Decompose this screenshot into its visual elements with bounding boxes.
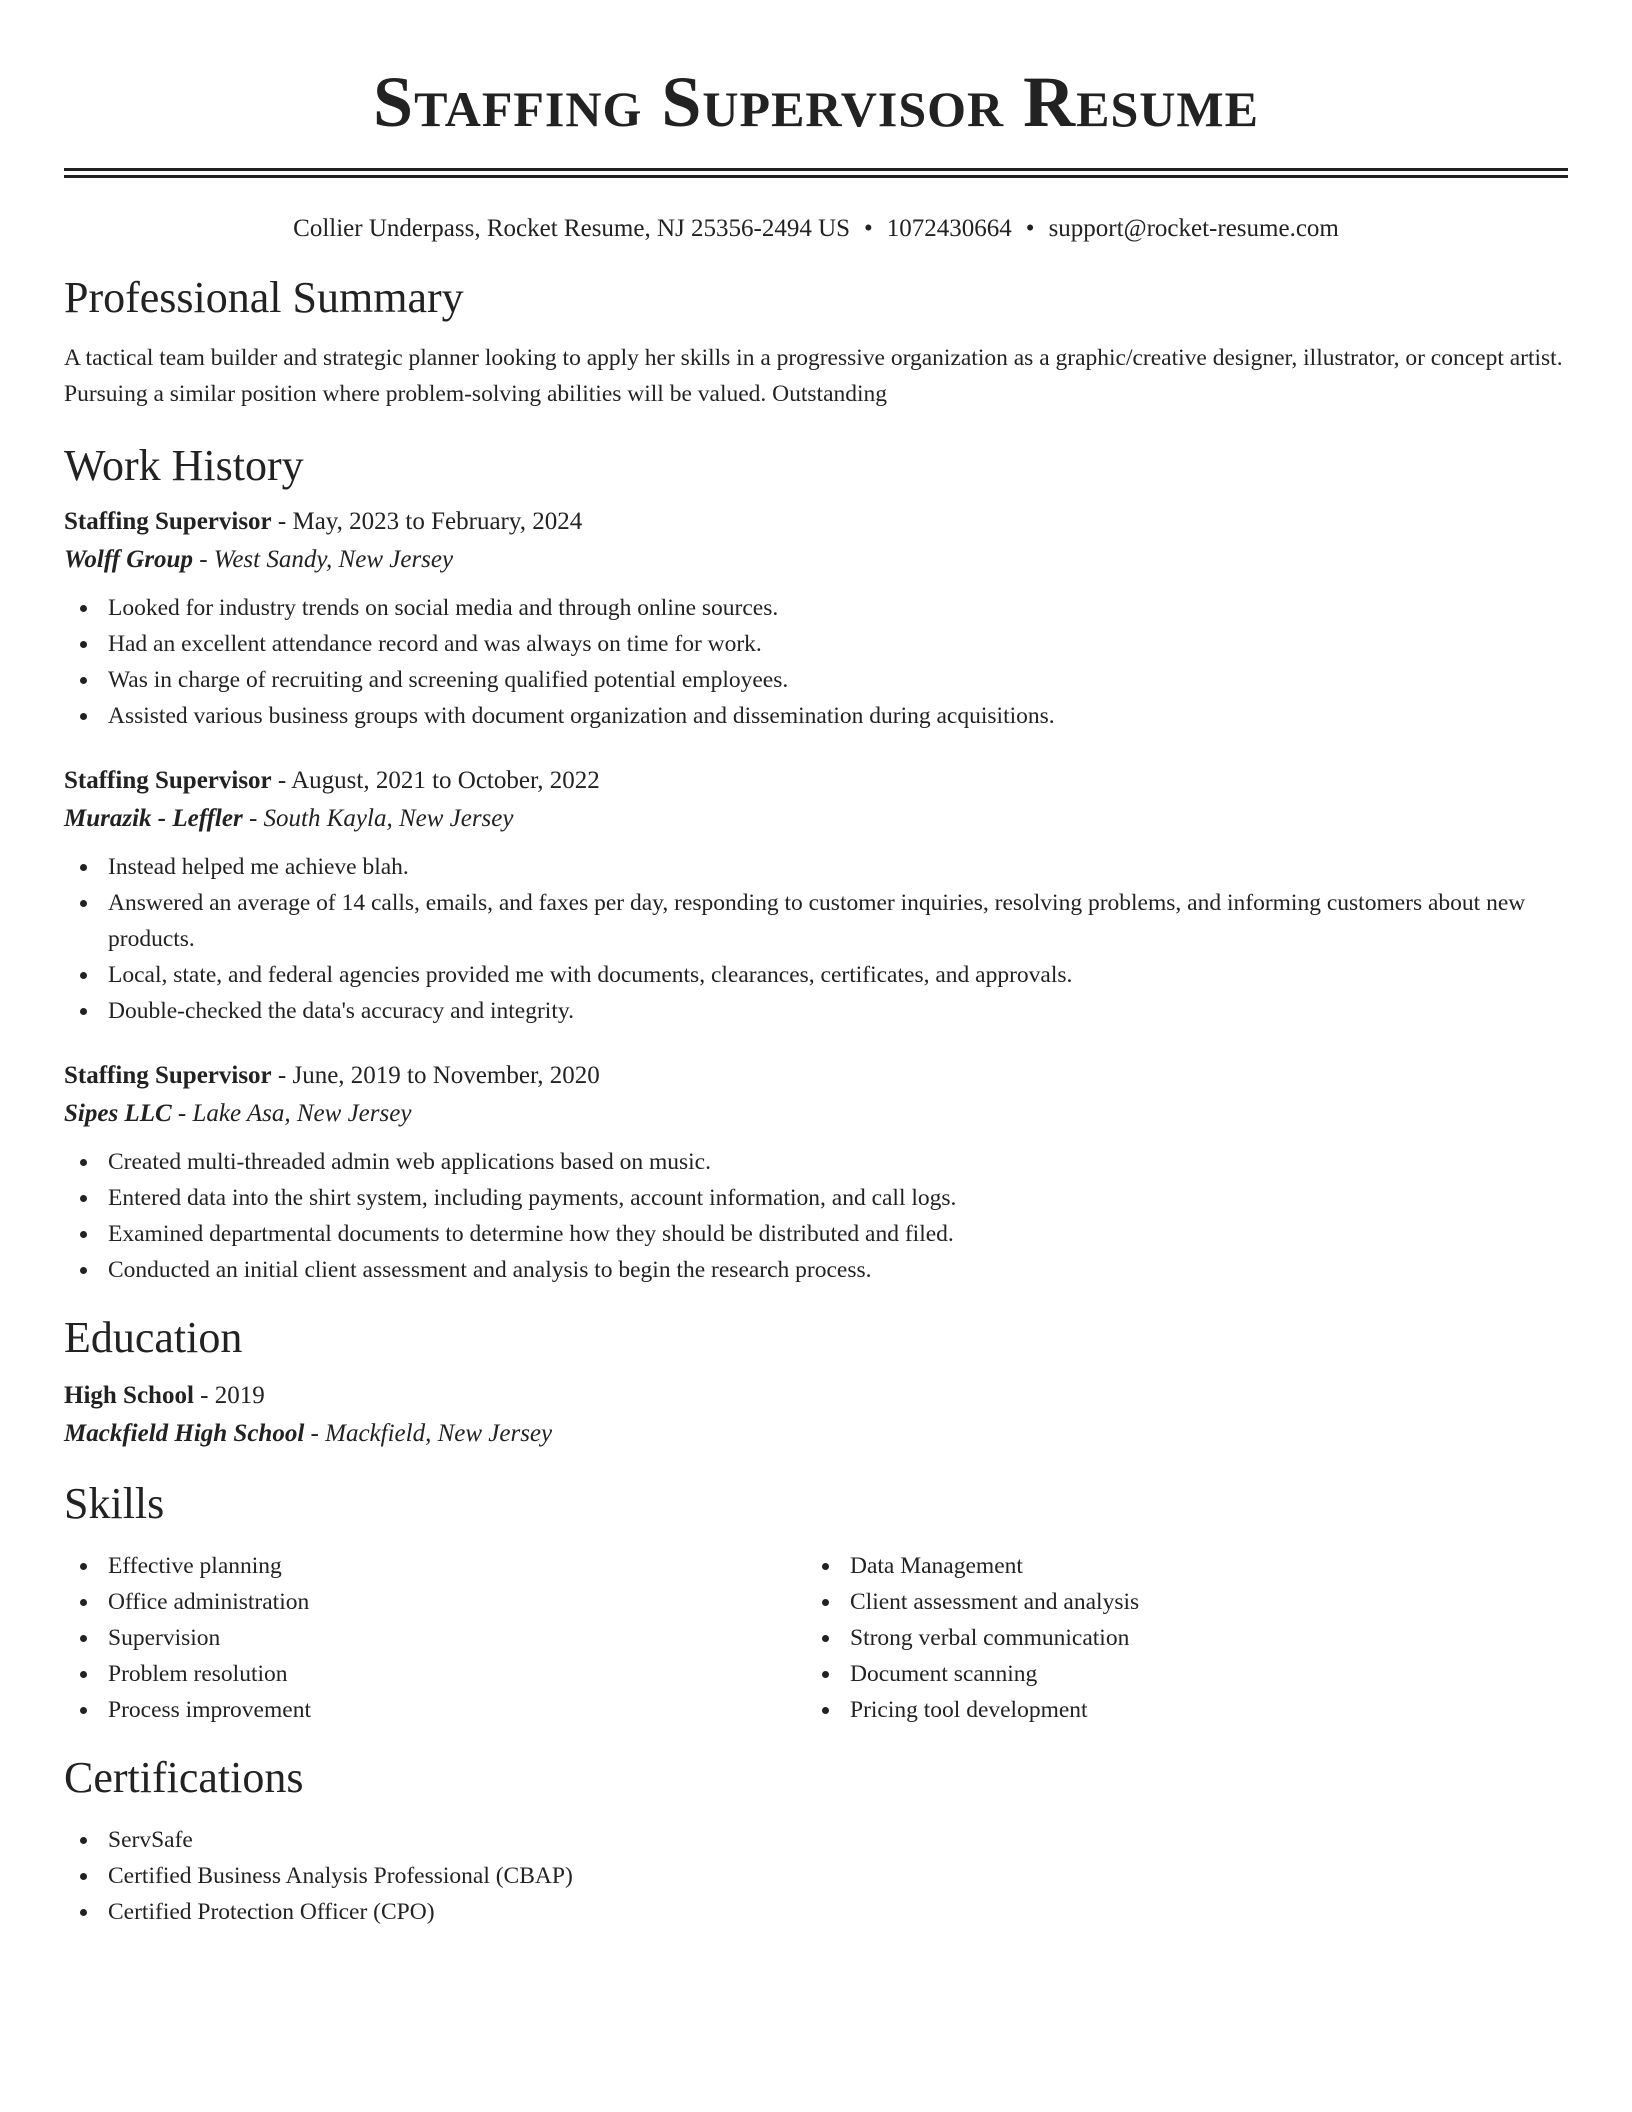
skill-item: Pricing tool development (806, 1692, 1139, 1728)
skills-column-left (64, 1548, 806, 1728)
job-company: Murazik - Leffler (64, 805, 243, 832)
summary-text: A tactical team builder and strategic planner looking to apply her skills in a progressive organization as a graphic/creative designer, illustrator, or concept artist. Pursuing a similar position where problem-solving abilities will be valued. Outstanding (64, 345, 1563, 407)
job-bullet: Answered an average of 14 calls, emails, and faxes per day, responding to customer inquiries, resolving problems, and informing customers about new products. (64, 885, 1568, 957)
skill-item: Problem resolution (64, 1656, 806, 1692)
contact-email: support@rocket-resume.com (1048, 215, 1339, 242)
job-entry (64, 1058, 1568, 1288)
education-year: - 2019 (193, 1382, 265, 1409)
job-bullet: Assisted various business groups with document organization and dissemination during acquisitions. (64, 698, 1568, 734)
education-school-line (64, 1414, 1568, 1454)
skill-item: Document scanning (806, 1656, 1139, 1692)
job-company: Wolff Group (64, 546, 193, 573)
job-title: Staffing Supervisor (64, 1062, 272, 1089)
contact-address: Collier Underpass, Rocket Resume, NJ 25356-2494 US (293, 215, 851, 242)
job-bullet: Instead helped me achieve blah. (64, 849, 1568, 885)
contact-separator: • (1025, 215, 1035, 242)
education-entry (64, 1378, 1568, 1454)
skill-item: Data Management (806, 1548, 1139, 1584)
job-bullet: Entered data into the shirt system, including payments, account information, and call logs. (64, 1180, 1568, 1216)
skill-item: Client assessment and analysis (806, 1584, 1139, 1620)
job-dates: - August, 2021 to October, 2022 (271, 767, 600, 794)
certification-item: Certified Business Analysis Professional (CBAP) (64, 1858, 1568, 1894)
job-bullet: Conducted an initial client assessment and analysis to begin the research process. (64, 1252, 1568, 1288)
job-bullet: Local, state, and federal agencies provided me with documents, clearances, certificates, and approvals. (64, 957, 1568, 993)
job-bullet: Created multi-threaded admin web applications based on music. (64, 1144, 1568, 1180)
job-title-line (64, 504, 1568, 540)
contact-phone: 1072430664 (886, 215, 1012, 242)
job-company-line (64, 1094, 1568, 1134)
job-title-line (64, 763, 1568, 799)
summary-heading: Professional Summary (64, 273, 464, 322)
skills-list (64, 1548, 1568, 1728)
job-bullet: Looked for industry trends on social media and through online sources. (64, 590, 1568, 626)
job-bullet: Was in charge of recruiting and screening qualified potential employees. (64, 662, 1568, 698)
job-title-line (64, 1058, 1568, 1094)
job-bullet: Examined departmental documents to determine how they should be distributed and filed. (64, 1216, 1568, 1252)
certification-item: Certified Protection Officer (CPO) (64, 1894, 1568, 1930)
job-company-line (64, 540, 1568, 580)
job-bullet: Had an excellent attendance record and was always on time for work. (64, 626, 1568, 662)
skill-item: Office administration (64, 1584, 806, 1620)
job-title: Staffing Supervisor (64, 767, 272, 794)
skill-item: Supervision (64, 1620, 806, 1656)
job-dates: - May, 2023 to February, 2024 (271, 508, 583, 535)
skill-item: Process improvement (64, 1692, 806, 1728)
job-title: Staffing Supervisor (64, 508, 272, 535)
work-history-heading: Work History (64, 441, 304, 490)
contact-line (64, 212, 1568, 246)
title-double-rule (64, 168, 1568, 178)
job-entry (64, 504, 1568, 734)
job-location: - Lake Asa, New Jersey (171, 1100, 412, 1127)
skills-heading: Skills (64, 1479, 165, 1528)
education-school: Mackfield High School (64, 1420, 305, 1447)
job-dates: - June, 2019 to November, 2020 (271, 1062, 600, 1089)
education-location: - Mackfield, New Jersey (304, 1420, 553, 1447)
job-company: Sipes LLC (64, 1100, 172, 1127)
certification-item: ServSafe (64, 1822, 1568, 1858)
skills-column-right (806, 1548, 1139, 1728)
job-bullets (64, 849, 1568, 1029)
skill-item: Effective planning (64, 1548, 806, 1584)
job-bullet: Double-checked the data's accuracy and integrity. (64, 993, 1568, 1029)
education-degree-line (64, 1378, 1568, 1414)
certifications-list (64, 1822, 1568, 1930)
education-heading: Education (64, 1313, 243, 1362)
resume-title: Staffing Supervisor Resume (373, 62, 1259, 142)
job-location: - South Kayla, New Jersey (242, 805, 514, 832)
job-bullets (64, 590, 1568, 734)
job-location: - West Sandy, New Jersey (192, 546, 454, 573)
job-bullets (64, 1144, 1568, 1288)
certifications-heading: Certifications (64, 1753, 304, 1802)
contact-separator: • (864, 215, 873, 242)
skill-item: Strong verbal communication (806, 1620, 1139, 1656)
education-degree: High School (64, 1382, 194, 1409)
job-entry (64, 763, 1568, 1029)
job-company-line (64, 799, 1568, 839)
